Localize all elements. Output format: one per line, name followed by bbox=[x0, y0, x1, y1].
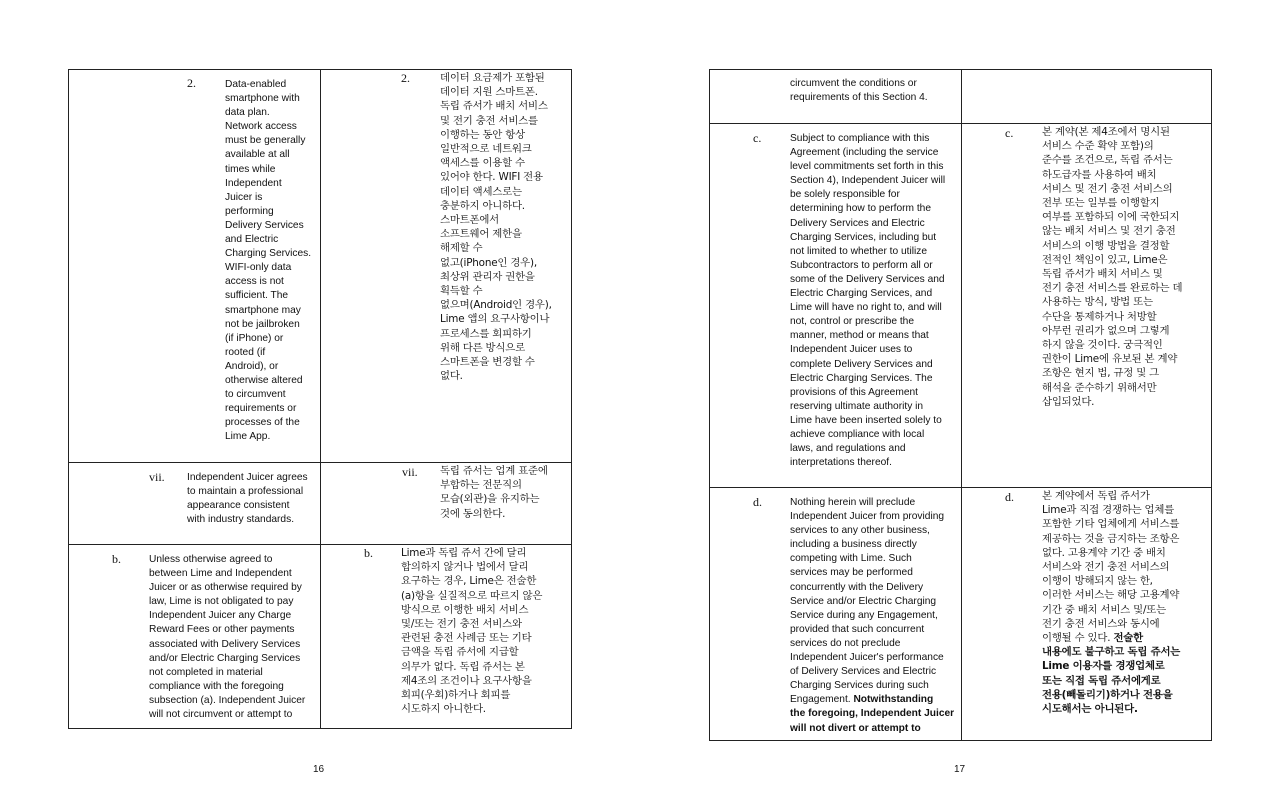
page-number: 17 bbox=[954, 764, 966, 775]
ko-clause-bold: 전술한 내용에도 불구하고 독립 쥬서는 Lime 이용자를 경쟁업체로 또는 직접 독립 쥬서에게로 전용(빼돌리기)하거나 전용을 시도해서는 아니된다. bbox=[1042, 632, 1181, 716]
en-clause-text bbox=[790, 496, 960, 736]
ko-clause-text: 본 계약(본 제4조에서 명시된 서비스 수준 확약 포함)의 준수를 조건으로, 독립 쥬서는 하도급자를 사용하여 배치 서비스 및 전기 충전 서비스의 전부 또는 일부를 이행할지 여부를 포함하되 이에 국한되지 않는 배치 서비스 및 전기 충전 서비스의 이행 방법을 결정할 전적인 책임이 있고, Lime은 독립 쥬서가 배치 서비스 및 전기 충전 서비스를 완료하는 데 사용하는 방식, 방법 또는 수단을 통제하거나 처방할 아무런 권리가 없으며 그렇게 하지 않을 것이다. 궁극적인 권한이 Lime에 유보된 본 계약 조항은 현지 법, 규정 및 그 해석을 준수하기 위해서만 삽입되었다. bbox=[1042, 126, 1183, 408]
ko-clause-text bbox=[1042, 489, 1212, 716]
en-item-marker: vii. bbox=[149, 470, 165, 484]
right-page bbox=[640, 0, 1280, 799]
ko-clause-text: Lime과 독립 쥬서 간에 달리 합의하지 않거나 법에서 달리 요구하는 경우, Lime은 전술한 (a)항을 실질적으로 따르지 않은 방식으로 이행한 배치 서비스 및/또는 전기 충전 서비스와 관련된 충전 사례금 또는 기타 금액을 독립 쥬서에 지급할 의무가 없다. 독립 쥬서는 본 제4조의 조건이나 요구사항을 회피(우회)하거나 회피를 시도하지 아니한다. bbox=[401, 547, 543, 716]
en-item-marker: b. bbox=[112, 552, 121, 566]
ko-item-marker: c. bbox=[1005, 126, 1014, 140]
en-item-marker: c. bbox=[753, 131, 762, 145]
table-row bbox=[69, 70, 571, 463]
en-clause-text: circumvent the conditions or requirements of this Section 4. bbox=[790, 78, 928, 104]
table-row bbox=[69, 463, 571, 545]
left-table bbox=[68, 69, 572, 729]
en-item-marker: d. bbox=[753, 495, 762, 509]
ko-clause-text: 독립 쥬서는 업계 표준에 부합하는 전문직의 모습(외관)을 유지하는 것에 동의한다. bbox=[440, 465, 548, 520]
en-clause-text: Unless otherwise agreed to between Lime and Independent Juicer or as otherwise required by law, Lime is not obligated to pay Independent Juicer any Charge Reward Fees or other payments associated with Delivery Services and/or Electric Charging Services not completed in material compliance with the foregoing subsection (a). Independent Juicer will not circumvent or attempt to bbox=[149, 554, 306, 721]
en-clause-text: Subject to compliance with this Agreement (including the service level commitments set forth in this Section 4), Independent Juicer will be solely responsible for determining how to perform the Delivery Services and Electric Charging Services, including but not limited to whether to utilize Subcontractors to perform all or some of the Delivery Services and Electric Charging Services, and Lime will have no right to, and will not, control or prescribe the manner, method or means that Independent Juicer uses to complete Delivery Services and Electric Charging Services. The provisions of this Agreement reserving ultimate authority in Lime have been inserted solely to achieve compliance with local laws, and regulations and interpretations thereof. bbox=[790, 133, 946, 469]
table-row bbox=[710, 488, 1211, 742]
table-row bbox=[710, 70, 1211, 124]
en-clause-text: Independent Juicer agrees to maintain a professional appearance consistent with industry standards. bbox=[187, 472, 308, 526]
en-clause-text: Data-enabled smartphone with data plan. Network access must be generally available at all times while Independent Juicer is performing Delivery Services and Electric Charging Services. WIFI-only data access is not sufficient. The smartphone may not be jailbroken (if iPhone) or rooted (if Android), or otherwise altered to circumvent requirements or processes of the Lime App. bbox=[225, 79, 312, 443]
en-clause-bold: Notwithstanding the foregoing, Independent Juicer will not divert or attempt to bbox=[790, 694, 955, 734]
ko-item-marker: b. bbox=[364, 546, 373, 560]
ko-clause-plain: 본 계약에서 독립 쥬서가 Lime과 직접 경쟁하는 업체를 포함한 기타 업체에게 서비스를 제공하는 것을 금지하는 조항은 없다. 고용계약 기간 중 배치 서비스와 전기 충전 서비스의 이행이 방해되지 않는 한, 이러한 서비스는 해당 고용계약 기간 중 배치 서비스 및/또는 전기 충전 서비스와 동시에 이행될 수 있다. bbox=[1042, 490, 1180, 645]
page-number: 16 bbox=[313, 764, 325, 775]
ko-item-marker: vii. bbox=[402, 465, 418, 479]
en-item-marker: 2. bbox=[187, 76, 196, 90]
ko-item-marker: d. bbox=[1005, 490, 1014, 504]
table-row bbox=[69, 545, 571, 730]
ko-item-marker: 2. bbox=[401, 71, 410, 85]
right-table bbox=[709, 69, 1212, 741]
table-row bbox=[710, 124, 1211, 488]
ko-clause-text: 데이터 요금제가 포함된 데이터 지원 스마트폰. 독립 쥬서가 배치 서비스 및 전기 충전 서비스를 이행하는 동안 항상 일반적으로 네트워크 액세스를 이용할 수 있어야 한다. WIFI 전용 데이터 액세스로는 충분하지 아니하다. 스마트폰에서 소프트웨어 제한을 해제할 수 없고(iPhone인 경우), 최상위 관리자 권한을 획득할 수 없으며(Android인 경우), Lime 앱의 요구사항이나 프로세스를 회피하기 위해 다른 방식으로 스마트폰을 변경할 수 없다. bbox=[440, 72, 552, 383]
en-clause-plain: Nothing herein will preclude Independent Juicer from providing services to any other business, including a business directly competing with Lime. Such services may be performed concurrently with the Delivery Service and/or Electric Charging Service during any Engagement, provided that such concurrent services do not preclude Independent Juicer's performance of Delivery Services and Electric Charging Services during such Engagement. bbox=[790, 497, 945, 706]
